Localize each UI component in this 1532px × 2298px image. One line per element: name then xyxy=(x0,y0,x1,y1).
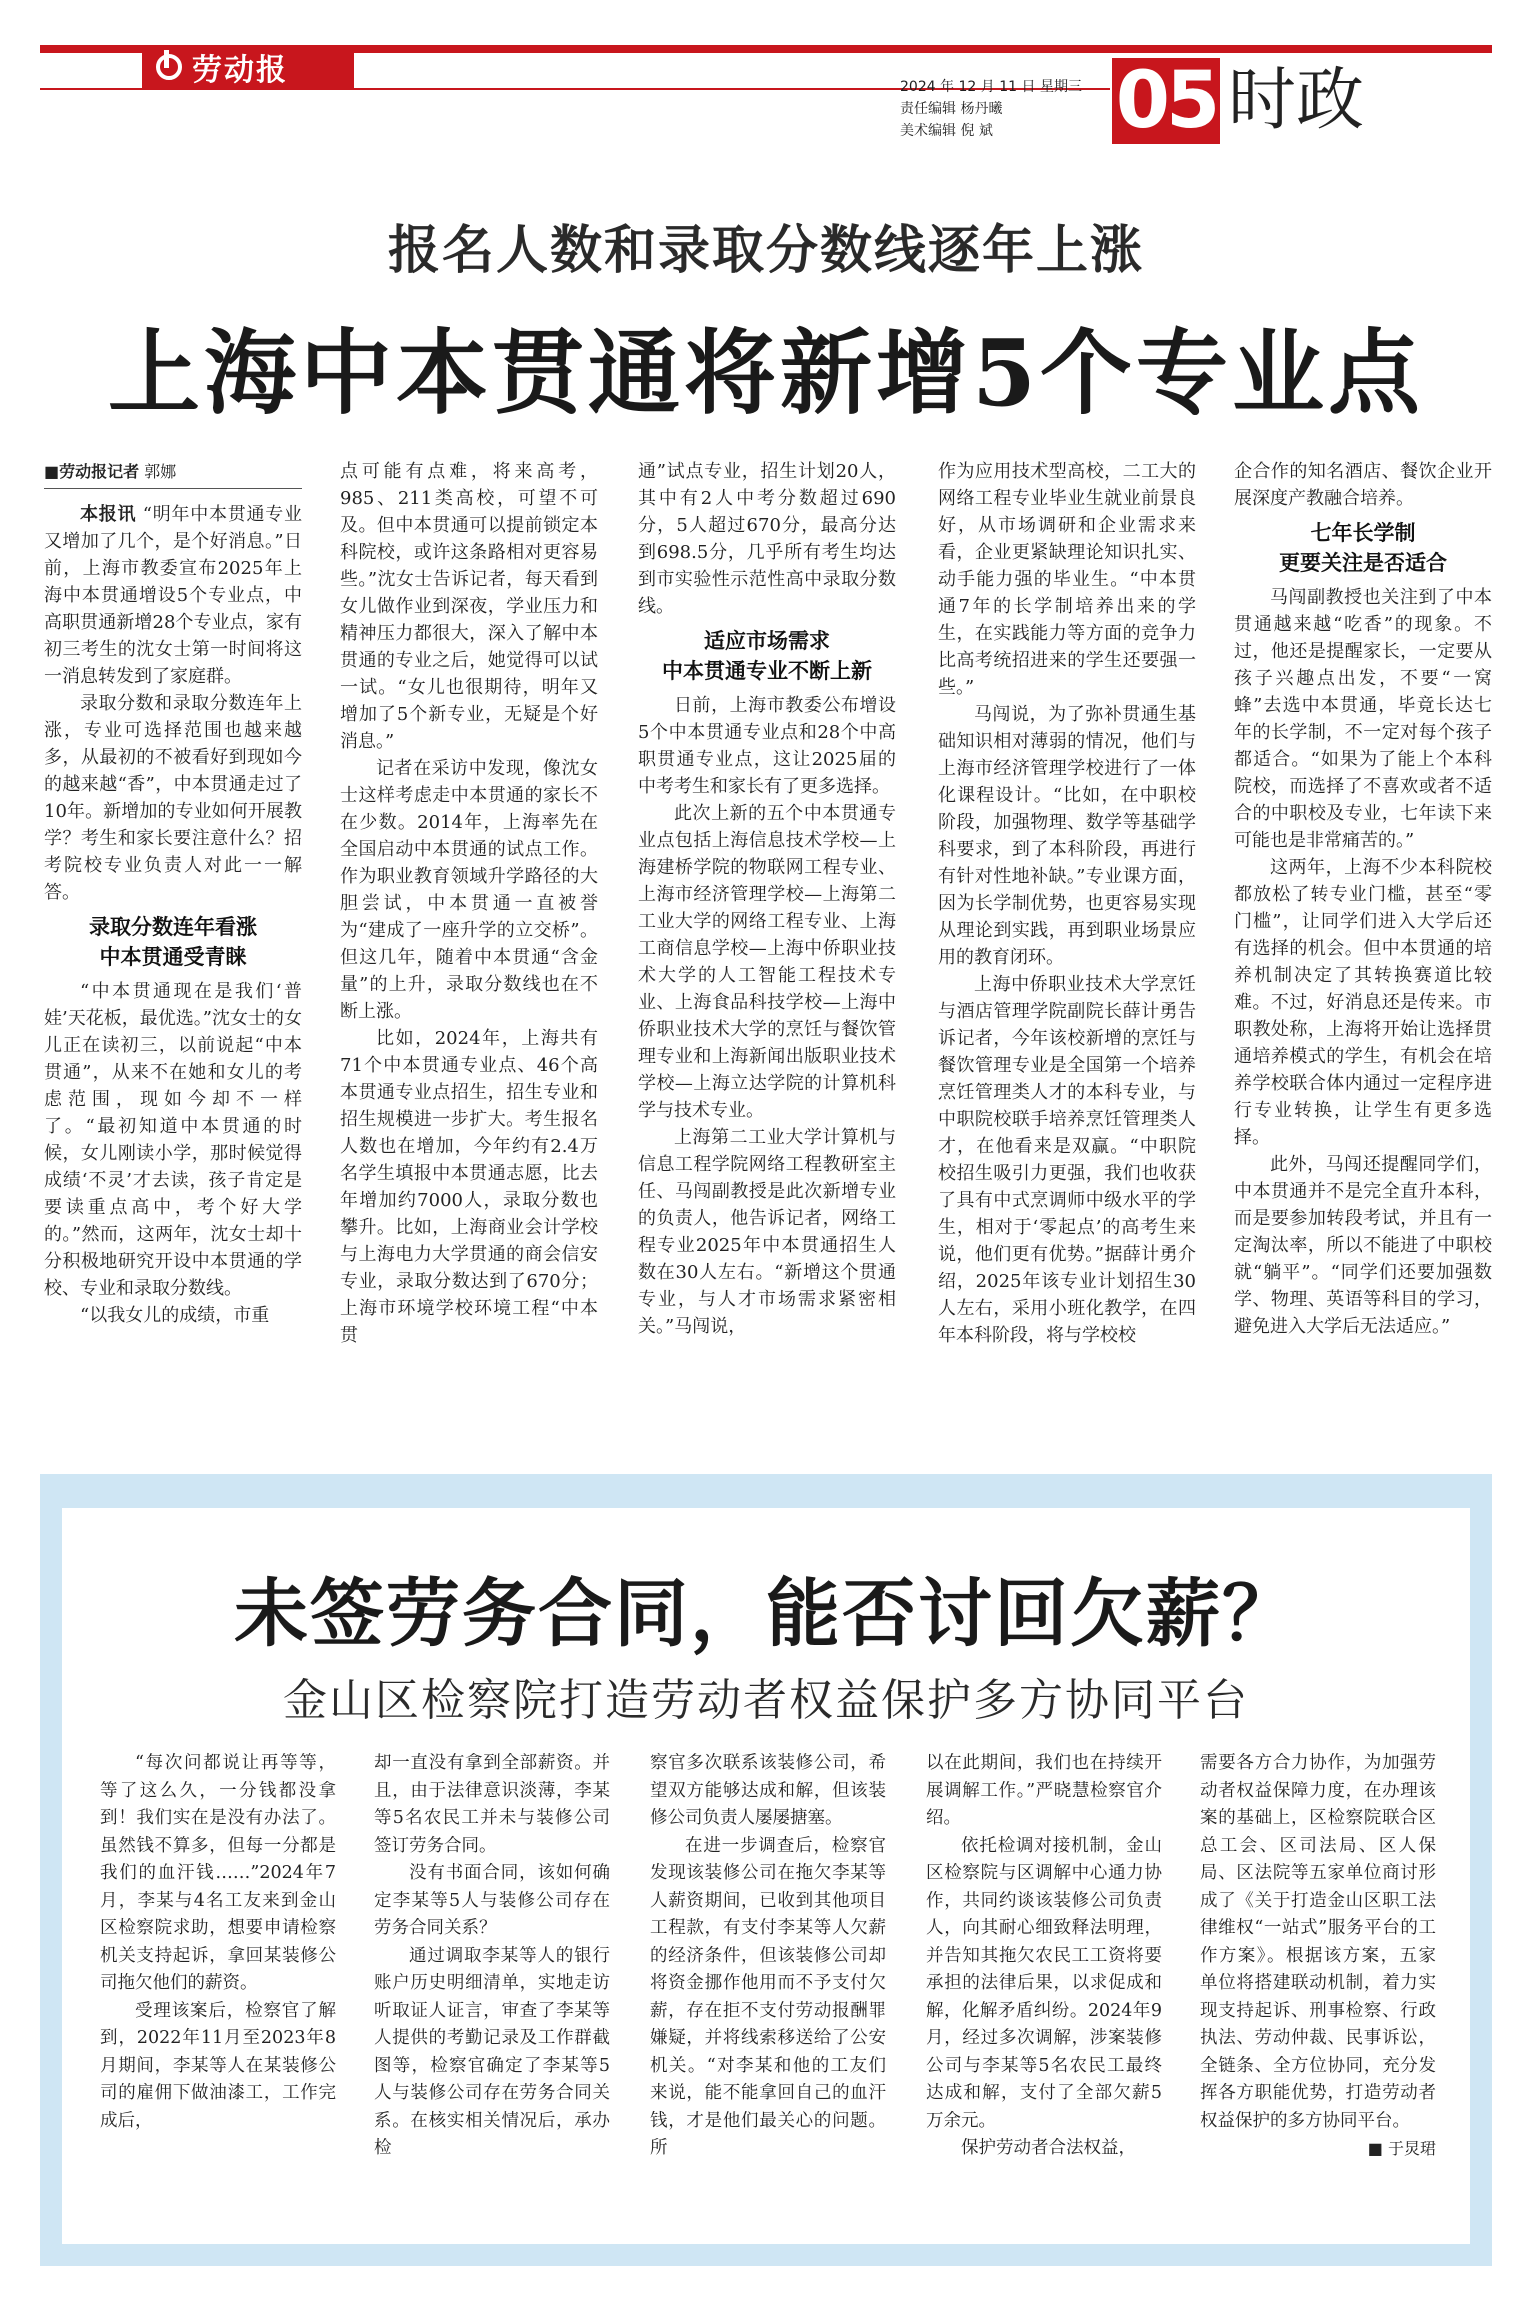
byline: ■劳动报记者 郭娜 xyxy=(44,458,302,489)
article2-column-5 xyxy=(1200,1750,1436,2163)
section-name: 时政 xyxy=(1228,61,1365,140)
subheading: 适应市场需求 中本贯通专业不断上新 xyxy=(662,628,872,683)
paragraph: 马闯说，为了弥补贯通生基础知识相对薄弱的情况，他们与上海市经济管理学校进行了一体化课程设计。“比如，在中职校阶段，加强物理、数学等基础学科要求，到了本科阶段，再进行有针对性地补缺。”专业课方面，因为长学制优势，也更容易实现从理论到实践，再到职业场景应用的教育闭环。 xyxy=(938,704,1196,968)
paragraph: 却一直没有拿到全部薪资。并且，由于法律意识淡薄，李某等5名农民工并未与装修公司签订劳务合同。 xyxy=(374,1753,610,1856)
paragraph: 上海中侨职业技术大学烹饪与酒店管理学院副院长薛计勇告诉记者，今年该校新增的烹饪与餐饮管理专业是全国第一个培养烹饪管理类人才的本科专业，与中职院校联手培养烹饪管理类人才，在他看来是双赢。“中职院校招生吸引力更强，我们也收获了具有中式烹调师中级水平的学生，相对于‘零起点’的高考生来说，他们更有优势。”据薛计勇介绍，2025年该专业计划招生30人左右，采用小班化教学，在四年本科阶段，将与学校校 xyxy=(938,974,1196,1346)
byline-name: 郭娜 xyxy=(144,462,177,481)
paragraph: “以我女儿的成绩，市重 xyxy=(80,1305,270,1326)
paragraph: 这两年，上海不少本科院校都放松了转专业门槛，甚至“零门槛”，让同学们进入大学后还有选择的机会。但中本贯通的培养机制决定了其转换赛道比较难。不过，好消息还是传来。市职教处称，上海将开始让选择贯通培养模式的学生，有机会在培养学校联合体内通过一定程序进行专业转换，让学生有更多选择。 xyxy=(1234,857,1492,1148)
date-block xyxy=(900,76,1100,142)
subheading: 七年长学制 更要关注是否适合 xyxy=(1279,520,1447,575)
article1-column-2 xyxy=(340,458,598,1349)
article1-column-5 xyxy=(1234,458,1492,1340)
article1-title: 上海中本贯通将新增5个专业点 xyxy=(107,319,1424,427)
paragraph: 录取分数和录取分数连年上涨，专业可选择范围也越来越多，从最初的不被看好到现如今的越来越“香”，中本贯通走过了10年。新增加的专业如何开展教学？考生和家长要注意什么？招考院校专业负责人对此一一解答。 xyxy=(44,693,302,903)
paragraph: 以在此期间，我们也在持续开展调解工作。”严晓慧检察官介绍。 xyxy=(926,1753,1162,1828)
paragraph: 需要各方合力协作，为加强劳动者权益保障力度，在办理该案的基础上，区检察院联合区总工会、区司法局、区人保局、区法院等五家单位商讨形成了《关于打造金山区职工法律维权“一站式”服务平台的工作方案》。根据该方案，五家单位将搭建联动机制，着力实现支持起诉、刑事检察、行政执法、劳动仲裁、民事诉讼，全链条、全方位协同，充分发挥各方职能优势，打造劳动者权益保护的多方协同平台。 xyxy=(1200,1753,1436,2131)
newspaper-logo xyxy=(142,45,354,89)
paragraph: 日前，上海市教委公布增设5个中本贯通专业点和28个中高职贯通专业点，这让2025届的中考考生和家长有了更多选择。 xyxy=(638,695,896,797)
paragraph: 此外，马闯还提醒同学们，中本贯通并不是完全直升本科，而是要参加转段考试，并且有一定淘汰率，所以不能进了中职校就“躺平”。“同学们还要加强数学、物理、英语等科目的学习，避免进入大学后无法适应。” xyxy=(1234,1154,1492,1337)
paragraph: 察官多次联系该装修公司，希望双方能够达成和解，但该装修公司负责人屡屡搪塞。 xyxy=(650,1753,886,1828)
article2-column-3 xyxy=(650,1750,886,2163)
paragraph: 比如，2024年，上海共有71个中本贯通专业点、46个高本贯通专业点招生，招生专业和招生规模进一步扩大。考生报名人数也在增加，今年约有2.4万名学生填报中本贯通志愿，比去年增加约7000人，录取分数也攀升。比如，上海商业会计学校与上海电力大学贯通的商会信安专业，录取分数达到了670分；上海市环境学校环境工程“中本贯 xyxy=(340,1028,598,1346)
paragraph: 本报讯 “明年中本贯通专业又增加了几个，是个好消息。”日前，上海市教委宣布2025年上海中本贯通增设5个专业点，中高职贯通新增28个专业点，家有初三考生的沈女士第一时间将这一消息转发到了家庭群。 xyxy=(44,504,302,687)
paragraph: 此次上新的五个中本贯通专业点包括上海信息技术学校—上海建桥学院的物联网工程专业、上海市经济管理学校—上海第二工业大学的网络工程专业、上海工商信息学校—上海中侨职业技术大学的人工智能工程技术专业、上海食品科技学校—上海中侨职业技术大学的烹饪与餐饮管理专业和上海新闻出版职业技术学校—上海立达学院的计算机科学与技术专业。 xyxy=(638,803,896,1121)
paragraph: 点可能有点难，将来高考，985、211类高校，可望不可及。但中本贯通可以提前锁定本科院校，或许这条路相对更容易些。”沈女士告诉记者，每天看到女儿做作业到深夜，学业压力和精神压力都很大，深入了解中本贯通的专业之后，她觉得可以试一试。“女儿也很期待，明年又增加了5个新专业，无疑是个好消息。” xyxy=(340,461,598,752)
article2-column-1 xyxy=(100,1750,336,2135)
paragraph: 没有书面合同，该如何确定李某等5人与装修公司存在劳务合同关系？ xyxy=(374,1863,610,1938)
article2-column-4 xyxy=(926,1750,1162,2163)
lead-label: 本报讯 xyxy=(80,504,137,525)
paragraph: 通过调取李某等人的银行账户历史明细清单，实地走访听取证人证言，审查了李某等人提供的考勤记录及工作群截图等，检察官确定了李某等5人与装修公司存在劳务合同关系。在核实相关情况后，承办检 xyxy=(374,1945,610,2158)
paragraph: 依托检调对接机制，金山区检察院与区调解中心通力协作，共同约谈该装修公司负责人，向其耐心细致释法明理，并告知其拖欠农民工工资将要承担的法律后果，以求促成和解，化解矛盾纠纷。2024年9月，经过多次调解，涉案装修公司与李某等5名农民工最终达成和解，支付了全部欠薪5万余元。 xyxy=(926,1835,1162,2131)
paragraph: 通”试点专业，招生计划20人，其中有2人中考分数超过690分，5人超过670分，最高分达到698.5分，几乎所有考生均达到市实验性示范性高中录取分数线。 xyxy=(638,461,896,617)
article1-column-4 xyxy=(938,458,1196,1349)
logo-text: 劳动报 xyxy=(192,53,288,88)
subheading: 录取分数连年看涨 中本贯通受青睐 xyxy=(89,914,257,969)
author-signature: ■ 于炅珺 xyxy=(1367,2139,1436,2158)
article1-column-3 xyxy=(638,458,896,1340)
paragraph: 保护劳动者合法权益， xyxy=(961,2138,1136,2158)
paragraph: “每次问都说让再等等，等了这么久，一分钱都没拿到！我们实在是没有办法了。虽然钱不算多，但每一分都是我们的血汗钱……”2024年7月，李某与4名工友来到金山区检察院求助，想要申请检察机关支持起诉，拿回某装修公司拖欠他们的薪资。 xyxy=(100,1753,336,1993)
paragraph: 记者在采访中发现，像沈女士这样考虑走中本贯通的家长不在少数。2014年，上海率先在全国启动中本贯通的试点工作。作为职业教育领域升学路径的大胆尝试，中本贯通一直被誉为“建成了一座升学的立交桥”。但这几年，随着中本贯通“含金量”的上升，录取分数线也在不断上涨。 xyxy=(340,758,598,1022)
paragraph: 受理该案后，检察官了解到，2022年11月至2023年8月期间，李某等人在某装修公司的雇佣下做油漆工，工作完成后， xyxy=(100,2000,336,2131)
responsible-editor: 责任编辑 杨丹曦 xyxy=(900,101,1003,117)
art-editor: 美术编辑 倪 斌 xyxy=(900,123,993,139)
paragraph: 在进一步调查后，检察官发现该装修公司在拖欠李某等人薪资期间，已收到其他项目工程款，有支付李某等人欠薪的经济条件，但该装修公司却将资金挪作他用而不予支付欠薪，存在拒不支付劳动报酬罪嫌疑，并将线索移送给了公安机关。“对李某和他的工友们来说，能不能拿回自己的血汗钱，才是他们最关心的问题。所 xyxy=(650,1835,886,2158)
page-number: 05 xyxy=(1112,58,1220,144)
article1-column-1 xyxy=(44,458,302,1329)
article2-column-2 xyxy=(374,1750,610,2163)
issue-date: 2024 年 12 月 11 日 星期三 xyxy=(900,79,1082,95)
article2-kicker: 金山区检察院打造劳动者权益保护多方协同平台 xyxy=(283,1675,1249,1726)
logo-icon xyxy=(156,54,182,80)
paragraph: 企合作的知名酒店、餐饮企业开展深度产教融合培养。 xyxy=(1234,461,1492,509)
paragraph: 上海第二工业大学计算机与信息工程学院网络工程教研室主任、马闯副教授是此次新增专业的负责人，他告诉记者，网络工程专业2025年中本贯通招生人数在30人左右。“新增这个贯通专业，与人才市场需求紧密相关。”马闯说， xyxy=(638,1127,896,1337)
paragraph: 作为应用技术型高校，二工大的网络工程专业毕业生就业前景良好，从市场调研和企业需求来看，企业更紧缺理论知识扎实、动手能力强的毕业生。“中本贯通7年的长学制培养出来的学生，在实践能力等方面的竞争力比高考统招进来的学生还要强一些。” xyxy=(938,461,1196,698)
article2-title: 未签劳务合同，能否讨回欠薪？ xyxy=(234,1571,1298,1657)
paragraph: “中本贯通现在是我们‘普娃’天花板，最优选。”沈女士的女儿正在读初三，以前说起“中本贯通”，从来不在她和女儿的考虑范围，现如今却不一样了。“最初知道中本贯通的时候，女儿刚读小学，那时候觉得成绩‘不灵’才去读，孩子肯定是要读重点高中，考个好大学的。”然而，这两年，沈女士却十分积极地研究开设中本贯通的学校、专业和录取分数线。 xyxy=(44,981,302,1299)
article1-kicker: 报名人数和录取分数线逐年上涨 xyxy=(387,220,1144,281)
paragraph: 马闯副教授也关注到了中本贯通越来越“吃香”的现象。不过，他还是提醒家长，一定要从孩子兴趣点出发，不要“一窝蜂”去选中本贯通，毕竟长达七年的长学制，不一定对每个孩子都适合。“如果为了能上个本科院校，而选择了不喜欢或者不适合的中职校及专业，七年读下来可能也是非常痛苦的。” xyxy=(1234,587,1492,851)
